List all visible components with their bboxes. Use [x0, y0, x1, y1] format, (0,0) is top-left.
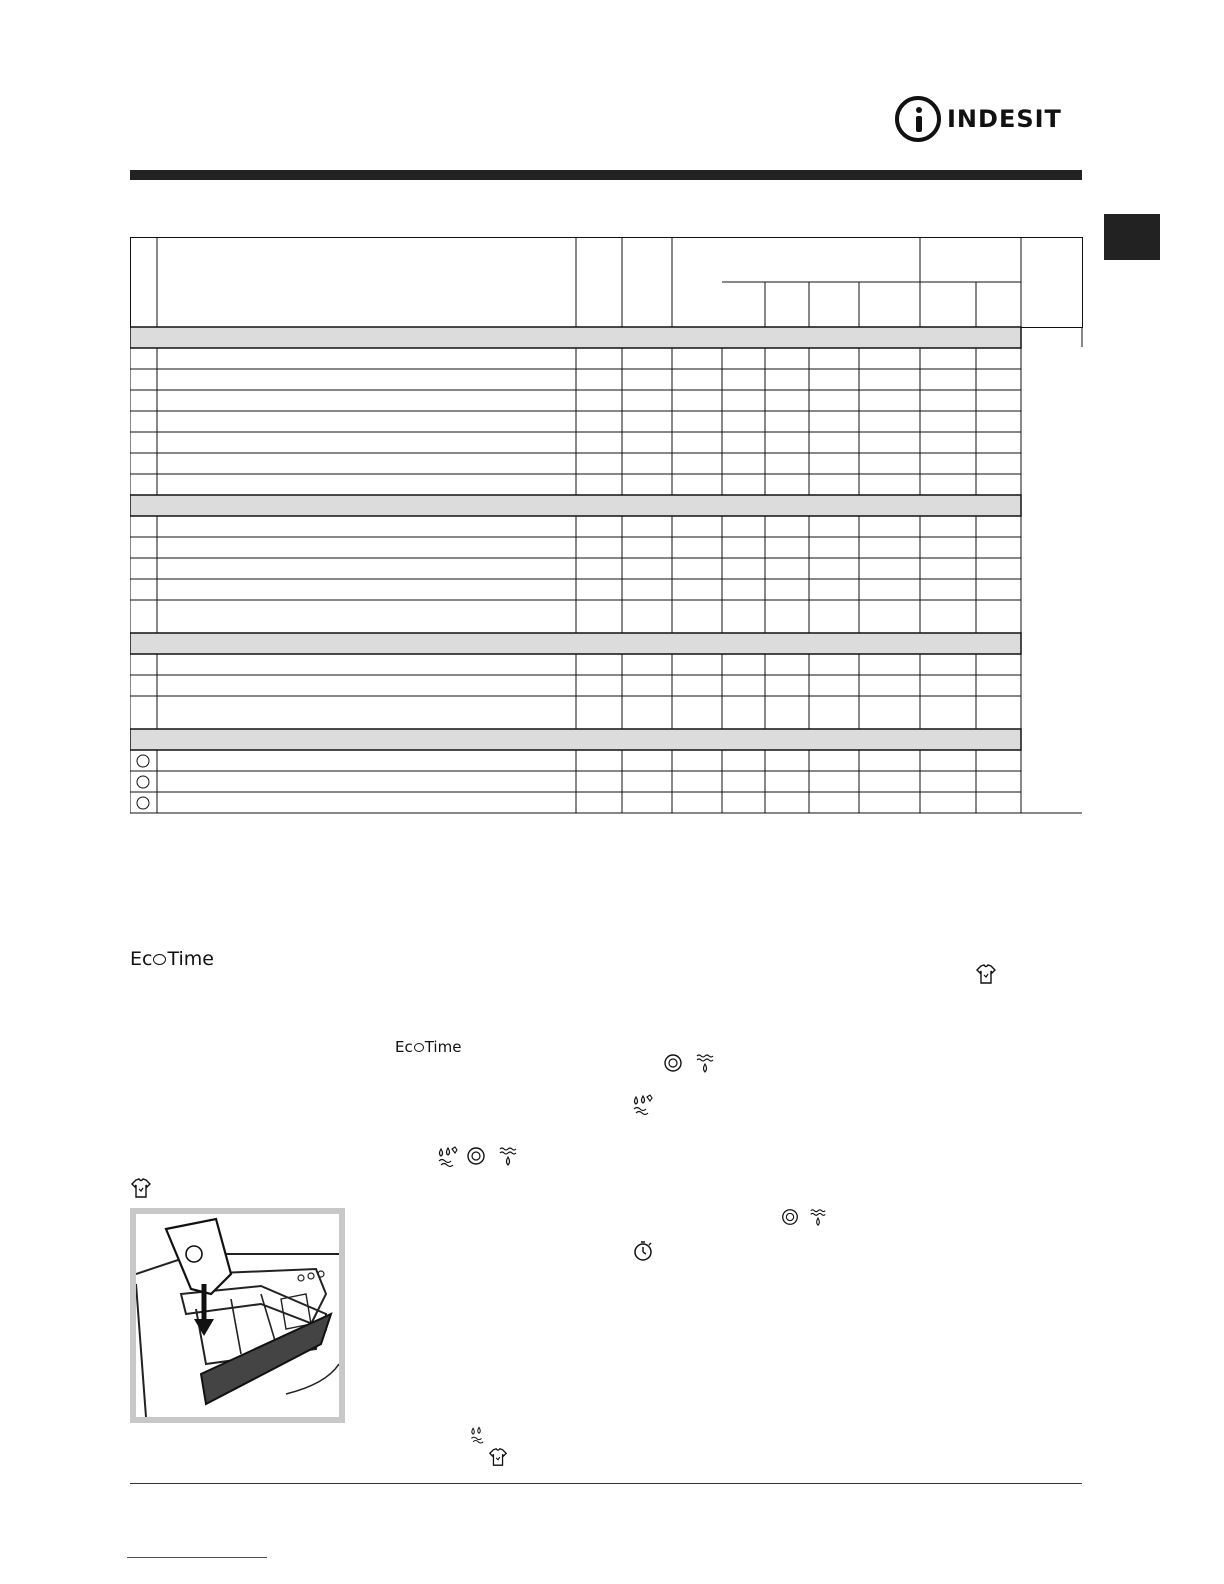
ecotime-logo-small: Ec Time [395, 1038, 462, 1056]
table-section-band [130, 327, 1021, 348]
table-section-band [130, 495, 1021, 516]
footer-rule [130, 1483, 1082, 1484]
table-section-band [130, 729, 1021, 750]
timer-icon [632, 1240, 654, 1262]
shirt-icon [488, 1447, 508, 1467]
brand-logo [895, 96, 1062, 142]
rinse-icon [137, 755, 149, 767]
spin-icon [662, 1052, 684, 1074]
brand-name: INDESIT [947, 105, 1062, 133]
rinse-icon [468, 1424, 490, 1446]
language-tab [1104, 214, 1160, 260]
shirt-icon [975, 963, 997, 985]
drain-icon [694, 1052, 716, 1076]
header-rule [130, 170, 1082, 180]
detergent-dispenser-drawer-photo [130, 1208, 345, 1423]
drain-icon [497, 1145, 519, 1169]
indesit-logo-icon [895, 96, 941, 142]
dispenser-illustration [136, 1214, 339, 1417]
footer-link-underline [127, 1557, 267, 1558]
shirt-icon [130, 1177, 152, 1199]
drain-icon [137, 797, 149, 809]
programme-table-grid [130, 237, 1085, 822]
drain-icon [808, 1207, 828, 1229]
programme-table [130, 237, 1085, 827]
rinse-icon [630, 1093, 656, 1117]
ecotime-logo-large: Ec Time [130, 948, 214, 970]
spin-icon [137, 776, 149, 788]
spin-icon [780, 1207, 800, 1227]
rinse-icon [435, 1145, 461, 1169]
table-section-band [130, 633, 1021, 654]
spin-icon [465, 1145, 487, 1167]
